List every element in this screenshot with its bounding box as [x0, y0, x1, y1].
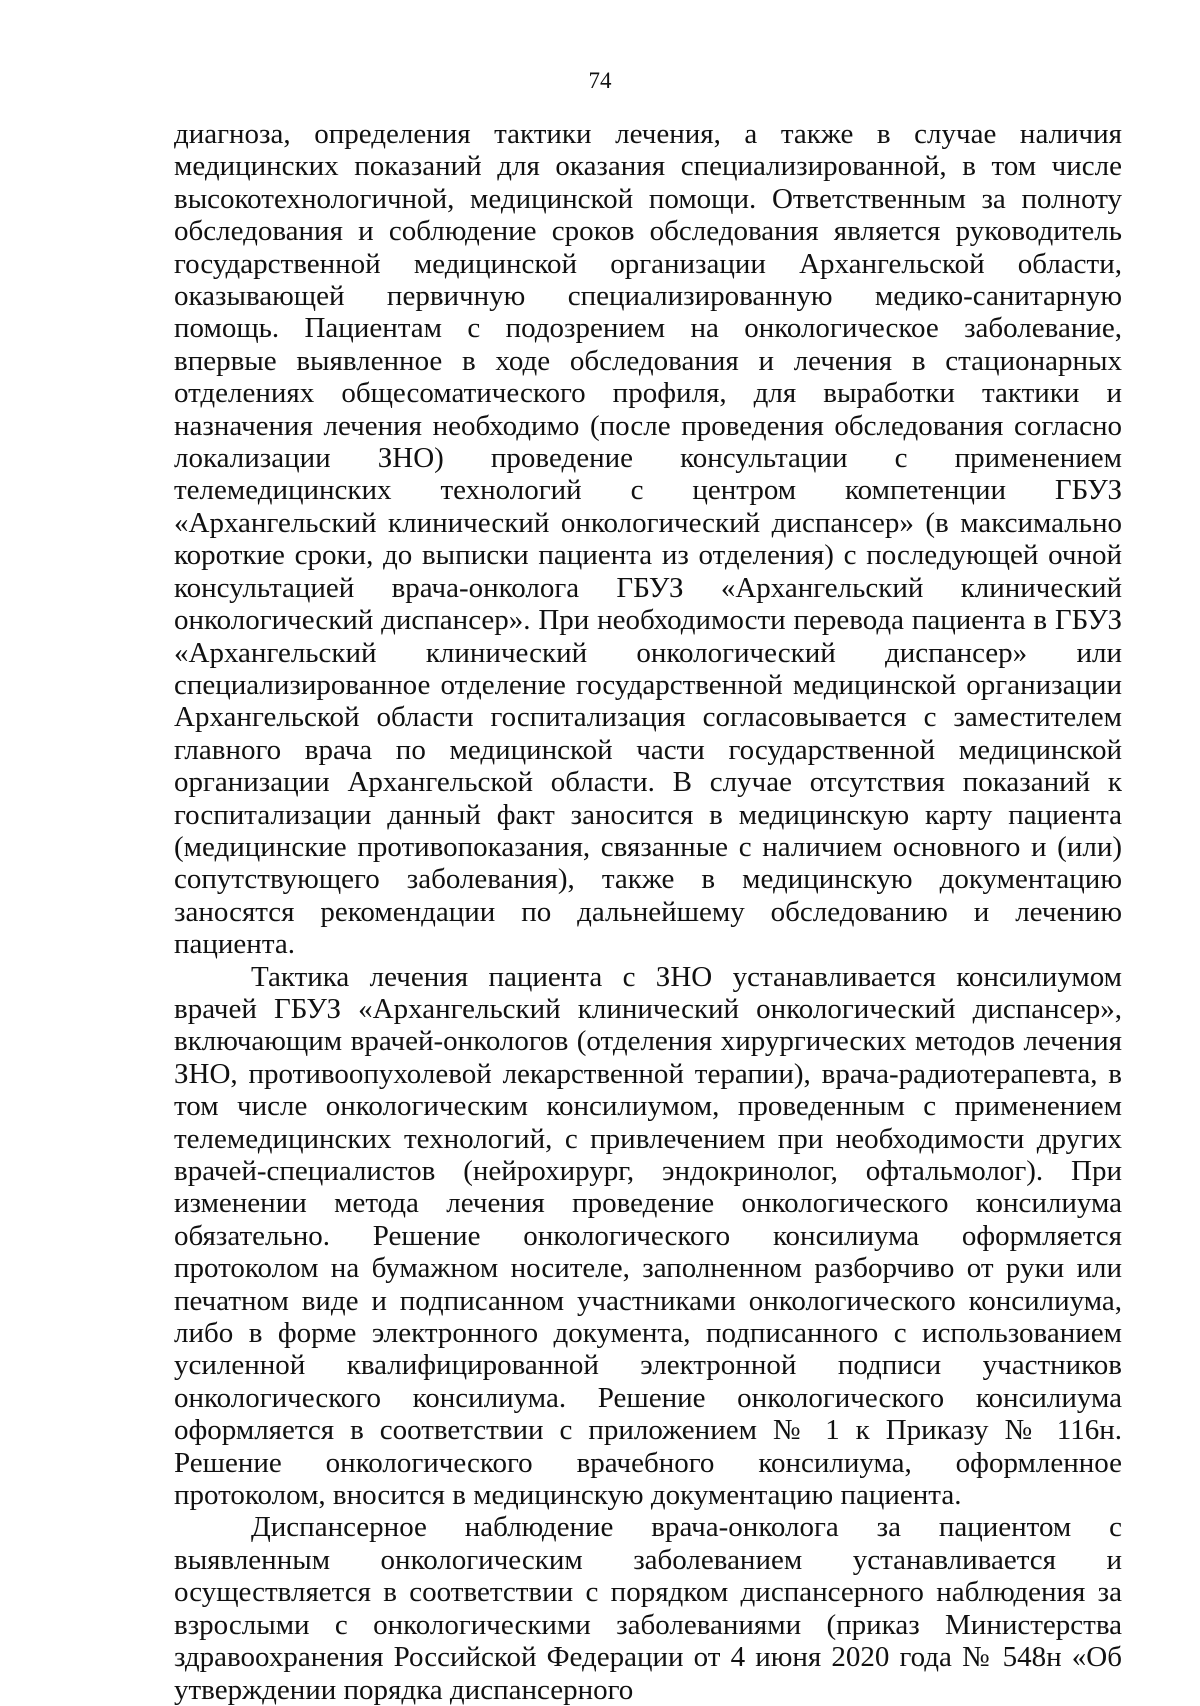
paragraph-continuation: диагноза, определения тактики лечения, а также в случае наличия медицинских показаний для оказания специализированной, в том числе высокотехнологичной, медицинской помощи. Ответственным за полноту обследования и соблюдение сроков обследования является руководитель государственной медицинской организации Архангельской области, оказывающей первичную специализированную медико-санитарную помощь. Пациентам с подозрением на онкологическое заболевание, впервые выявленное в ходе обследования и лечения в стационарных отделениях общесоматического профиля, для выработки тактики и назначения лечения необходимо (после проведения обследования согласно локализации ЗНО) проведение консультации с применением телемедицинских технологий с центром компетенции ГБУЗ «Архангельский клинический онкологический диспансер» (в максимально короткие сроки, до выписки пациента из отделения) с последующей очной консультацией врача-онколога ГБУЗ «Архангельский клинический онкологический диспансер». При необходимости перевода пациента в ГБУЗ «Архангельский клинический онкологический диспансер» или специализированное отделение государственной медицинской организации Архангельской области госпитализация согласовывается с заместителем главного врача по медицинской части государственной медицинской организации Архангельской области. В случае отсутствия показаний к госпитализации данный факт заносится в медицинскую карту пациента (медицинские противопоказания, связанные с наличием основного и (или) сопутствующего заболевания), также в медицинскую документацию заносятся рекомендации по дальнейшему обследованию и лечению пациента. — [174, 118, 1122, 961]
paragraph-treatment-tactics: Тактика лечения пациента с ЗНО устанавливается консилиумом врачей ГБУЗ «Архангельский клинический онкологический диспансер», включающим врачей-онкологов (отделения хирургических методов лечения ЗНО, противоопухолевой лекарственной терапии), врача-радиотерапевта, в том числе онкологическим консилиумом, проведенным с применением телемедицинских технологий, с привлечением при необходимости других врачей-специалистов (нейрохирург, эндокринолог, офтальмолог). При изменении метода лечения проведение онкологического консилиума обязательно. Решение онкологического консилиума оформляется протоколом на бумажном носителе, заполненном разборчиво от руки или печатном виде и подписанном участниками онкологического консилиума, либо в форме электронного документа, подписанного с использованием усиленной квалифицированной электронной подписи участников онкологического консилиума. Решение онкологического консилиума оформляется в соответствии с приложением № 1 к Приказу № 116н. Решение онкологического врачебного консилиума, оформленное протоколом, вносится в медицинскую документацию пациента. — [174, 960, 1122, 1512]
page-number: 74 — [588, 68, 612, 93]
paragraph-dispensary-observation: Диспансерное наблюдение врача-онколога за пациентом с выявленным онкологическим заболеванием устанавливается и осуществляется в соответствии с порядком диспансерного наблюдения за взрослыми с онкологическими заболеваниями (приказ Министерства здравоохранения Российской Федерации от 4 июня 2020 года № 548н «Об утверждении порядка диспансерного — [174, 1511, 1122, 1706]
document-body — [174, 118, 1122, 1706]
